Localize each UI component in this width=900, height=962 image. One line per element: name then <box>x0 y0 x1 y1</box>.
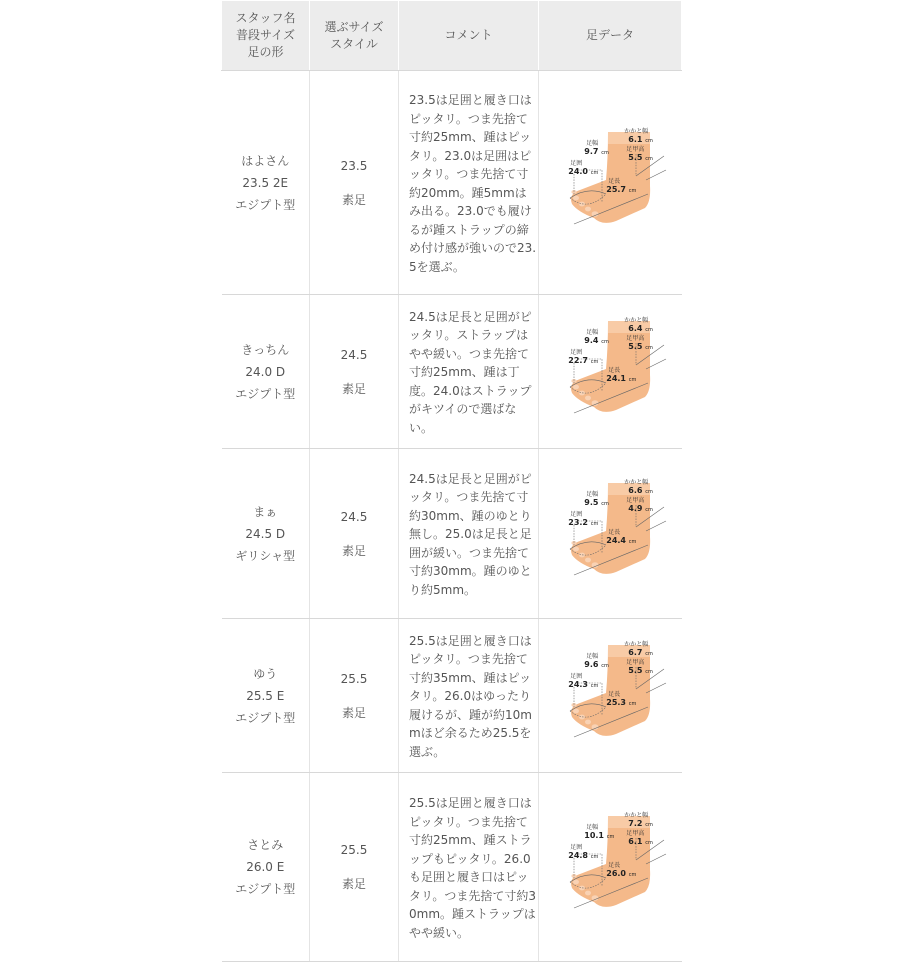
header-foot-shape: 足の形 <box>247 45 284 59</box>
foot-girth-label: 足囲 <box>570 348 583 356</box>
foot-diagram <box>550 317 670 427</box>
foot-girth-label: 足囲 <box>570 844 583 851</box>
table-row <box>222 71 682 295</box>
usual-size: 25.5 E <box>246 688 285 703</box>
size-comparison-table <box>221 0 682 962</box>
staff-cell <box>222 71 310 295</box>
foot-width-label: 足幅 <box>586 652 599 660</box>
size-cell <box>310 449 399 619</box>
size-cell <box>310 295 399 449</box>
foot-shape: エジプト型 <box>235 386 296 401</box>
arch-height-label: 足甲高 <box>626 145 645 153</box>
header-comment: コメント <box>399 1 539 71</box>
foot-diagram <box>550 128 670 238</box>
header-size <box>310 1 399 71</box>
foot-width-label: 足幅 <box>586 490 599 498</box>
comment-cell: 24.5は足長と足囲がピッタリ。つま先捨て寸約30mm、踵のゆとり無し。25.0は足長と足囲が緩い。つま先捨て寸約30mm。踵のゆとり約5mm。 <box>399 449 539 619</box>
foot-length-label: 足長 <box>608 366 621 374</box>
arch-height-label: 足甲高 <box>626 658 645 666</box>
style: 素足 <box>341 381 366 396</box>
arch-height-label: 足甲高 <box>626 334 645 342</box>
foot-diagram <box>550 812 670 922</box>
foot-width-value: 10.1 cm <box>584 831 615 840</box>
foot-girth-label: 足囲 <box>570 510 583 518</box>
staff-name: さとみ <box>247 838 284 852</box>
style: 素足 <box>341 705 366 720</box>
foot-data-cell <box>539 295 682 449</box>
foot-width-value: 9.7 cm <box>584 146 609 156</box>
heel-width-label: かかと幅 <box>624 478 649 486</box>
comment-cell: 23.5は足囲と履き口はピッタリ。つま先捨て寸約25mm、踵はピッタリ。23.0は足囲はピッタリ。つま先捨て寸約20mm。踵5mmはみ出る。23.0でも履けるが踵ストラップの締め付け感が強いので23.5を選ぶ。 <box>399 71 539 295</box>
heel-width-label: かかと幅 <box>624 812 649 819</box>
foot-girth-value: 24.0 cm <box>568 166 599 176</box>
heel-width-value: 6.1 cm <box>628 134 653 144</box>
foot-length-value: 26.0 cm <box>606 869 637 878</box>
usual-size: 23.5 2E <box>242 175 289 190</box>
foot-shape: エジプト型 <box>235 710 296 725</box>
chosen-size: 25.5 <box>340 671 368 686</box>
foot-shape: エジプト型 <box>235 882 296 896</box>
foot-data-cell <box>539 619 682 773</box>
staff-name: ゆう <box>253 666 278 681</box>
size-cell <box>310 71 399 295</box>
foot-width-value: 9.4 cm <box>584 335 609 345</box>
foot-width-value: 9.6 cm <box>584 659 609 669</box>
arch-height-label: 足甲高 <box>626 496 645 504</box>
arch-height-value: 5.5 cm <box>628 665 653 675</box>
staff-name: まぁ <box>253 504 278 519</box>
foot-data-cell <box>539 773 682 962</box>
arch-height-value: 5.5 cm <box>628 152 653 162</box>
heel-width-label: かかと幅 <box>624 316 649 324</box>
usual-size: 24.0 D <box>245 364 286 379</box>
arch-height-label: 足甲高 <box>626 830 645 837</box>
foot-girth-value: 24.3 cm <box>568 679 599 689</box>
staff-cell <box>222 295 310 449</box>
foot-girth-value: 23.2 cm <box>568 517 599 527</box>
arch-height-value: 5.5 cm <box>628 341 653 351</box>
header-chosen-size: 選ぶサイズ <box>324 19 384 34</box>
table-row <box>222 449 682 619</box>
header-style: スタイル <box>330 36 378 51</box>
size-cell <box>310 773 399 962</box>
foot-length-value: 25.3 cm <box>606 697 637 707</box>
foot-length-label: 足長 <box>608 862 621 869</box>
header-foot-data: 足データ <box>539 1 682 71</box>
foot-shape: ギリシャ型 <box>235 548 296 563</box>
comment-cell: 25.5は足囲と履き口はピッタリ。つま先捨て寸約25mm、踵ストラップもピッタリ。26.0も足囲と履き口はピッタリ。つま先捨て寸約30mm。踵ストラップはやや緩い。 <box>399 773 539 962</box>
foot-width-value: 9.5 cm <box>584 497 609 507</box>
heel-width-label: かかと幅 <box>624 127 649 135</box>
foot-shape: エジプト型 <box>235 197 296 212</box>
chosen-size: 25.5 <box>340 843 368 857</box>
foot-data-cell <box>539 449 682 619</box>
usual-size: 26.0 E <box>246 860 285 874</box>
foot-length-label: 足長 <box>608 528 621 536</box>
staff-name: きっちん <box>241 342 290 357</box>
header-staff <box>222 1 310 71</box>
staff-cell <box>222 449 310 619</box>
staff-cell <box>222 619 310 773</box>
foot-diagram <box>550 479 670 589</box>
table-row <box>222 619 682 773</box>
comment-cell: 25.5は足囲と履き口はピッタリ。つま先捨て寸約35mm、踵はピッタリ。26.0はゆったり履けるが、踵が約10mmほど余るため25.5を選ぶ。 <box>399 619 539 773</box>
header-usual-size: 普段サイズ <box>235 28 296 42</box>
table-row <box>222 295 682 449</box>
foot-girth-value: 24.8 cm <box>568 851 599 860</box>
foot-length-value: 25.7 cm <box>606 184 637 194</box>
style: 素足 <box>341 877 366 891</box>
size-cell <box>310 619 399 773</box>
table-row <box>222 773 682 962</box>
foot-length-value: 24.4 cm <box>606 535 637 545</box>
foot-girth-value: 22.7 cm <box>568 355 599 365</box>
foot-width-label: 足幅 <box>586 139 599 147</box>
foot-width-label: 足幅 <box>586 328 599 336</box>
chosen-size: 24.5 <box>340 347 368 362</box>
staff-name: はよさん <box>241 153 290 168</box>
style: 素足 <box>341 543 366 558</box>
heel-width-value: 6.6 cm <box>628 485 653 495</box>
foot-length-value: 24.1 cm <box>606 373 637 383</box>
foot-width-label: 足幅 <box>586 824 599 831</box>
comment-cell: 24.5は足長と足囲がピッタリ。ストラップはやや緩い。つま先捨て寸約25mm、踵は丁度。24.0はストラップがキツイので選ばない。 <box>399 295 539 449</box>
arch-height-value: 4.9 cm <box>628 503 653 513</box>
foot-data-cell <box>539 71 682 295</box>
heel-width-value: 6.4 cm <box>628 323 653 333</box>
header-staff-name: スタッフ名 <box>235 11 296 25</box>
staff-cell <box>222 773 310 962</box>
heel-width-label: かかと幅 <box>624 640 649 648</box>
heel-width-value: 7.2 cm <box>628 819 653 828</box>
foot-length-label: 足長 <box>608 177 621 185</box>
style: 素足 <box>341 192 366 207</box>
arch-height-value: 6.1 cm <box>628 837 653 846</box>
chosen-size: 24.5 <box>340 509 368 524</box>
usual-size: 24.5 D <box>245 526 286 541</box>
foot-girth-label: 足囲 <box>570 672 583 680</box>
foot-girth-label: 足囲 <box>570 159 583 167</box>
foot-diagram <box>550 641 670 751</box>
header-row <box>222 1 682 71</box>
foot-length-label: 足長 <box>608 690 621 698</box>
chosen-size: 23.5 <box>340 158 368 173</box>
heel-width-value: 6.7 cm <box>628 647 653 657</box>
